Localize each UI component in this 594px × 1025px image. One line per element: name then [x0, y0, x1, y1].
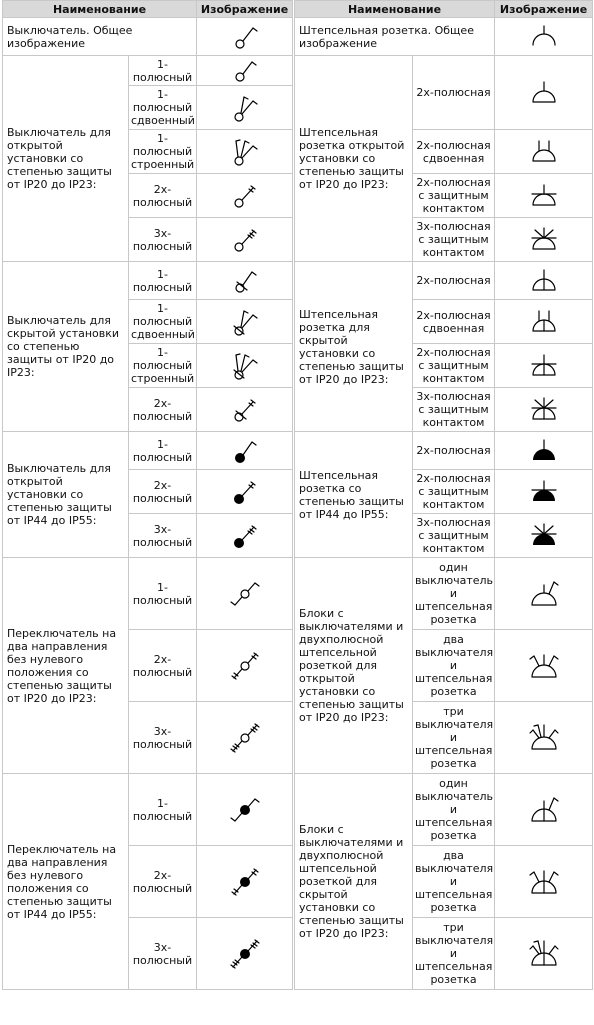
block-hidden-one-switch-icon [527, 793, 561, 827]
table-row [3, 432, 293, 470]
block-type-label: два выключателя и штепсельная розетка [413, 630, 495, 702]
socket-open-ip20-label: Штепсельная розетка открытой установки со степенью защиты от IP20 до IP23: [295, 56, 413, 262]
switch-hidden-2pole-icon [230, 395, 260, 425]
switch-general-symbol-cell [197, 18, 293, 56]
changeover-ip44-1pole-icon [228, 793, 262, 827]
pole-label: 1-полюсный [129, 774, 197, 846]
switch-hidden-1pole-icon [231, 266, 259, 296]
socket-type-label: 2х-полюсная с защитным контактом [413, 470, 495, 514]
socket-general-icon [529, 23, 559, 51]
table-row [3, 774, 293, 846]
switch-hidden-ip20-label: Выключатель для скрытой установки со степенью защиты от IP20 до IP23: [3, 262, 129, 432]
table-row [3, 262, 293, 300]
table-row [295, 558, 593, 630]
pole-label: 1-полюсный строенный [129, 130, 197, 174]
pole-label: 2х-полюсный [129, 174, 197, 218]
socket-hidden-ip20-label: Штепсельная розетка для скрытой установки со степенью защиты от IP20 до IP23: [295, 262, 413, 432]
switch-hidden-triple-icon [230, 349, 260, 383]
changeover-ip44-3pole-icon [228, 937, 262, 971]
switch-triple-icon [230, 135, 260, 169]
pole-label: 1-полюсный сдвоенный [129, 86, 197, 130]
switch-double-icon [230, 91, 260, 125]
block-hidden-three-switches-icon [527, 937, 561, 971]
pole-label: 1-полюсный сдвоенный [129, 300, 197, 344]
switch-2pole-icon [230, 181, 260, 211]
sockets-table [294, 0, 592, 990]
switch-ip44-3pole-icon [230, 521, 260, 551]
socket-type-label: 3х-полюсная с защитным контактом [413, 514, 495, 558]
socket-hidden-grounded-icon [529, 351, 559, 381]
socket-type-label: 2х-полюсная сдвоенная [413, 300, 495, 344]
socket-type-label: 2х-полюсная [413, 56, 495, 130]
block-hidden-label: Блоки с выключателями и двухполюсной штепсельной розеткой для скрытой установки со степенью защиты от IP20 до IP23: [295, 774, 413, 990]
socket-type-label: 2х-полюсная сдвоенная [413, 130, 495, 174]
pole-label: 1-полюсный [129, 558, 197, 630]
table-row [295, 262, 593, 300]
header-row [295, 1, 593, 18]
changeover-2pole-icon [228, 649, 262, 683]
switch-open-ip44-label: Выключатель для открытой установки со степенью защиты от IP44 до IP55: [3, 432, 129, 558]
switches-table [2, 0, 292, 990]
block-open-label: Блоки с выключателями и двухполюсной штепсельной розеткой для открытой установки со степенью защиты от IP20 до IP23: [295, 558, 413, 774]
changeover-1pole-icon [228, 577, 262, 611]
table-row [295, 56, 593, 130]
socket-type-label: 3х-полюсная с защитным контактом [413, 388, 495, 432]
table-row [3, 56, 293, 86]
block-type-label: три выключателя и штепсельная розетка [413, 918, 495, 990]
block-type-label: три выключателя и штепсельная розетка [413, 702, 495, 774]
changeover-3pole-icon [228, 721, 262, 755]
block-three-switches-icon [527, 721, 561, 755]
pole-label: 2х-полюсный [129, 846, 197, 918]
header-image: Изображение [495, 1, 593, 18]
socket-3pole-grounded-icon [529, 225, 559, 255]
socket-type-label: 2х-полюсная с защитным контактом [413, 174, 495, 218]
pole-label: 1-полюсный [129, 262, 197, 300]
switch-1pole-icon [231, 57, 259, 85]
socket-type-label: 2х-полюсная [413, 262, 495, 300]
block-type-label: два выключателя и штепсельная розетка [413, 846, 495, 918]
socket-2pole-icon [529, 78, 559, 108]
socket-type-label: 2х-полюсная с защитным контактом [413, 344, 495, 388]
switch-hidden-double-icon [230, 305, 260, 339]
header-image: Изображение [197, 1, 293, 18]
pole-label: 3х-полюсный [129, 702, 197, 774]
table-row [295, 18, 593, 56]
switch-open-ip20-label: Выключатель для открытой установки со степенью защиты от IP20 до IP23: [3, 56, 129, 262]
pole-label: 2х-полюсный [129, 470, 197, 514]
socket-ip44-grounded-icon [529, 477, 559, 507]
changeover-ip20-label: Переключатель на два направления без нулевого положения со степенью защиты от IP20 до IP23: [3, 558, 129, 774]
changeover-ip44-2pole-icon [228, 865, 262, 899]
socket-double-icon [529, 137, 559, 167]
switch-3pole-icon [230, 225, 260, 255]
changeover-ip44-label: Переключатель на два направления без нулевого положения со степенью защиты от IP44 до IP55: [3, 774, 129, 990]
socket-hidden-2pole-icon [529, 266, 559, 296]
header-name: Наименование [295, 1, 495, 18]
switch-ip44-2pole-icon [230, 477, 260, 507]
block-type-label: один выключатель и штепсельная розетка [413, 774, 495, 846]
socket-general-label: Штепсельная розетка. Общее изображение [295, 18, 495, 56]
socket-ip44-label: Штепсельная розетка со степенью защиты от IP44 до IP55: [295, 432, 413, 558]
table-row [295, 774, 593, 846]
pole-label: 1-полюсный [129, 432, 197, 470]
socket-type-label: 3х-полюсная с защитным контактом [413, 218, 495, 262]
header-name: Наименование [3, 1, 197, 18]
pole-label: 1-полюсный строенный [129, 344, 197, 388]
socket-ip44-3pole-grounded-icon [529, 521, 559, 551]
socket-grounded-icon [529, 181, 559, 211]
table-row [3, 18, 293, 56]
switch-ip44-1pole-icon [231, 436, 259, 466]
socket-ip44-2pole-icon [529, 436, 559, 466]
pole-label: 3х-полюсный [129, 218, 197, 262]
switch-open-icon [231, 22, 259, 52]
block-hidden-two-switches-icon [527, 865, 561, 899]
pole-label: 2х-полюсный [129, 388, 197, 432]
switch-general-label: Выключатель. Общее изображение [3, 18, 197, 56]
table-row [295, 432, 593, 470]
socket-type-label: 2х-полюсная [413, 432, 495, 470]
socket-hidden-3pole-grounded-icon [529, 395, 559, 425]
block-two-switches-icon [527, 649, 561, 683]
table-row [3, 558, 293, 630]
pole-label: 2х-полюсный [129, 630, 197, 702]
socket-hidden-double-icon [529, 307, 559, 337]
pole-label: 1-полюсный [129, 56, 197, 86]
block-one-switch-icon [527, 577, 561, 611]
pole-label: 3х-полюсный [129, 514, 197, 558]
header-row [3, 1, 293, 18]
pole-label: 3х-полюсный [129, 918, 197, 990]
block-type-label: один выключатель и штепсельная розетка [413, 558, 495, 630]
